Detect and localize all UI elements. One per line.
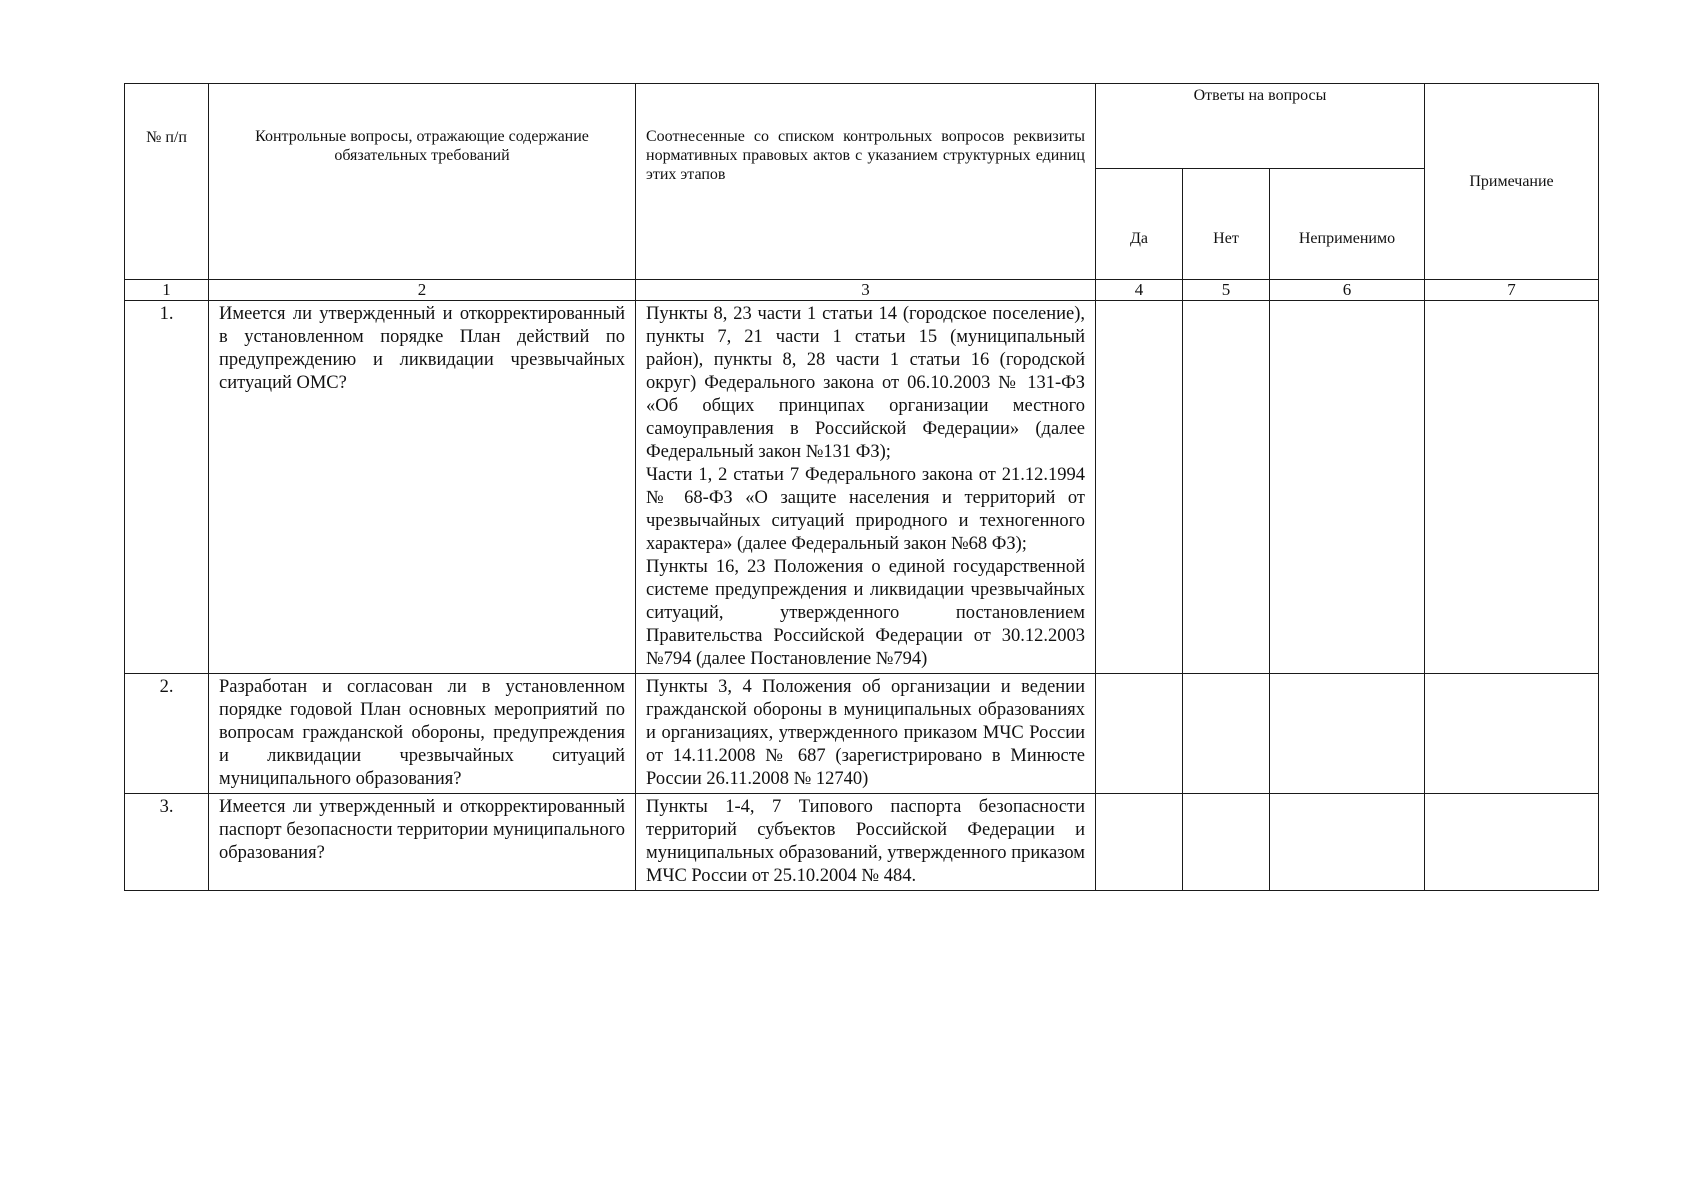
- row-source: Пункты 8, 23 части 1 статьи 14 (городское поселение), пункты 7, 21 части 1 статьи 15 (муниципальный район), пункты 8, 28 части 1 статьи 16 (городской округ) Федерального закона от 06.10.2003 № 131-ФЗ «Об общих принципах организации местного самоуправления в Российской Федерации» (далее Федеральный закон №131 ФЗ); Части 1, 2 статьи 7 Федерального закона от 21.12.1994 № 68-ФЗ «О защите населения и территорий от чрезвычайных ситуаций природного и техногенного характера» (далее Федеральный закон №68 ФЗ); Пункты 16, 23 Положения о единой государственной системе предупреждения и ликвидации чрезвычайных ситуаций, утвержденного постановлением Правительства Российской Федерации от 30.12.2003 №794 (далее Постановление №794): [636, 301, 1096, 674]
- column-index-row: [125, 280, 1599, 301]
- header-na: Неприменимо: [1270, 169, 1425, 280]
- column-index: 2: [209, 280, 636, 301]
- row-number: 3.: [125, 794, 209, 891]
- row-number: 1.: [125, 301, 209, 674]
- row-question: Разработан и согласован ли в установленном порядке годовой План основных мероприятий по вопросам гражданской обороны, предупреждения и ликвидации чрезвычайных ситуаций муниципального образования?: [209, 674, 636, 794]
- column-index: 5: [1183, 280, 1270, 301]
- answer-no-cell[interactable]: [1183, 794, 1270, 891]
- row-question: Имеется ли утвержденный и откорректированный в установленном порядке План действий по предупреждению и ликвидации чрезвычайных ситуаций ОМС?: [209, 301, 636, 674]
- answer-yes-cell[interactable]: [1096, 794, 1183, 891]
- answer-na-cell[interactable]: [1270, 301, 1425, 674]
- table-row: [125, 794, 1599, 891]
- column-index: 3: [636, 280, 1096, 301]
- answer-no-cell[interactable]: [1183, 674, 1270, 794]
- note-cell[interactable]: [1425, 301, 1599, 674]
- note-cell[interactable]: [1425, 674, 1599, 794]
- answer-no-cell[interactable]: [1183, 301, 1270, 674]
- header-no: Нет: [1183, 169, 1270, 280]
- answer-yes-cell[interactable]: [1096, 674, 1183, 794]
- header-num: № п/п: [125, 84, 209, 280]
- column-index: 7: [1425, 280, 1599, 301]
- header-row-top: [125, 84, 1599, 169]
- header-yes: Да: [1096, 169, 1183, 280]
- note-cell[interactable]: [1425, 794, 1599, 891]
- answer-na-cell[interactable]: [1270, 674, 1425, 794]
- table-row: [125, 301, 1599, 674]
- header-answers: Ответы на вопросы: [1096, 84, 1425, 169]
- table-row: [125, 674, 1599, 794]
- header-source: Соотнесенные со списком контрольных вопросов реквизиты нормативных правовых актов с указанием структурных единиц этих этапов: [636, 84, 1096, 280]
- row-source: Пункты 3, 4 Положения об организации и ведении гражданской обороны в муниципальных образованиях и организациях, утвержденного приказом МЧС России от 14.11.2008 № 687 (зарегистрировано в Минюсте России 26.11.2008 № 12740): [636, 674, 1096, 794]
- row-question: Имеется ли утвержденный и откорректированный паспорт безопасности территории муниципального образования?: [209, 794, 636, 891]
- answer-yes-cell[interactable]: [1096, 301, 1183, 674]
- column-index: 6: [1270, 280, 1425, 301]
- column-index: 1: [125, 280, 209, 301]
- checklist-table: [124, 83, 1599, 891]
- header-question: Контрольные вопросы, отражающие содержание обязательных требований: [209, 84, 636, 280]
- answer-na-cell[interactable]: [1270, 794, 1425, 891]
- row-number: 2.: [125, 674, 209, 794]
- header-note: Примечание: [1425, 84, 1599, 280]
- row-source: Пункты 1-4, 7 Типового паспорта безопасности территорий субъектов Российской Федерации и муниципальных образований, утвержденного приказом МЧС России от 25.10.2004 № 484.: [636, 794, 1096, 891]
- column-index: 4: [1096, 280, 1183, 301]
